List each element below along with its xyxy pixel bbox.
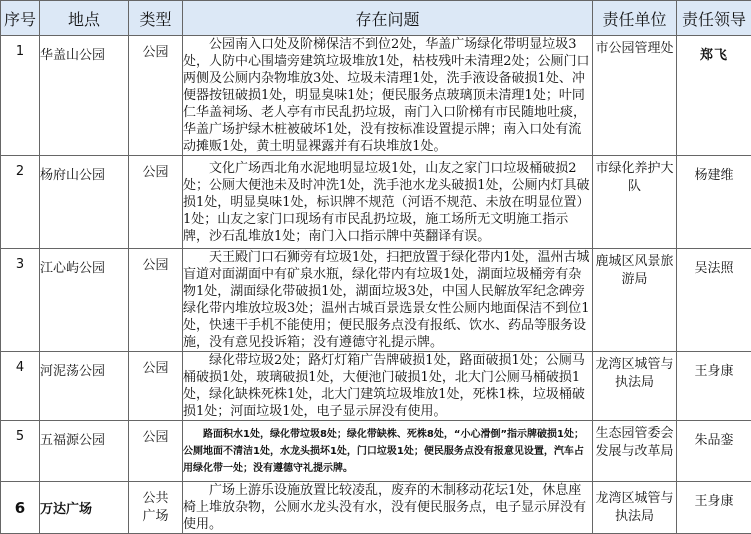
row-location: 万达广场: [40, 502, 92, 517]
row-issue: 天王殿门口石狮旁有垃圾1处，扫把放置于绿化带内1处，温州古城盲道对面湖面中有矿泉水瓶，绿化带内有垃圾1处，湖面垃圾桶旁有杂物1处，湖面绿化带破损1处，湖面垃圾3处，中国人民解放军纪念碑旁绿化带内堆放垃圾3处；温州古城百景选景女性公厕内地面保洁不到位1处，快速干手机不能使用；便民服务点没有报纸、饮水、药品等服务设施，没有意见投诉箱；没有遵德守礼提示牌。: [183, 249, 592, 351]
row-location: 杨府山公园: [40, 156, 128, 183]
header-no: 序号: [1, 1, 40, 36]
header-leader: 责任领导: [677, 1, 751, 36]
row-location: 华盖山公园: [40, 36, 128, 63]
row-leader: 郑飞: [677, 36, 751, 63]
row-issue: 文化广场西北角水泥地明显垃圾1处，山友之家门口垃圾桶破损2处；公厕大便池未及时冲洗1处，洗手池水龙头破损1处，公厕内灯具破损1处，明显臭味1处，标识牌不规范（河语不规范、未放在明显位置）1处；山友之家门口现场有市民乱扔垃圾，施工场所无文明施工指示牌，沙石乱堆放1处；南门入口指示牌中英翻译有误。: [183, 160, 592, 245]
header-location: 地点: [40, 1, 129, 36]
row-type: 公共广场: [141, 490, 170, 526]
row-leader: 吴法照: [677, 249, 751, 276]
row-type: 公园: [129, 352, 182, 378]
header-issue: 存在问题: [183, 1, 593, 36]
row-no: 4: [1, 352, 39, 375]
header-unit: 责任单位: [593, 1, 677, 36]
table-row: [1, 156, 751, 249]
row-issue: 广场上游乐设施放置比较凌乱，废弃的木制移动花坛1处，休息座椅上堆放杂物，公厕水龙头没有水，没有便民服务点，电子显示屏没有使用。: [183, 482, 592, 533]
row-unit: 市绿化养护大队: [593, 156, 676, 196]
row-leader: 王身康: [677, 482, 751, 509]
table-row: [1, 36, 751, 156]
row-no: 5: [1, 421, 39, 444]
header-type: 类型: [129, 1, 183, 36]
row-type: 公园: [129, 421, 182, 447]
row-type: 公园: [129, 156, 182, 182]
row-no: 1: [1, 36, 39, 59]
row-no: 6: [15, 499, 25, 517]
row-location: 河泥荡公园: [40, 352, 128, 379]
row-leader: 杨建维: [677, 156, 751, 183]
row-issue: 路面积水1处，绿化带垃圾8处；绿化带缺株、死株8处，“小心滑倒”指示牌破损1处；公厕地面不清洁1处，水龙头损坏1处，门口垃圾1处；便民服务点没有报意见设置，汽车占用绿化带一处；没有遵德守礼提示牌。: [183, 426, 592, 477]
row-unit: 市公园管理处: [593, 36, 676, 58]
row-no: 2: [1, 156, 39, 179]
row-unit: 龙湾区城管与执法局: [595, 491, 673, 524]
row-unit: 鹿城区风景旅游局: [593, 249, 676, 289]
row-leader: 王身康: [677, 352, 751, 379]
table-header: [1, 1, 751, 36]
row-no: 3: [1, 249, 39, 272]
row-location: 五福源公园: [40, 421, 128, 448]
row-type: 公园: [129, 36, 182, 62]
row-leader: 朱品銮: [677, 421, 751, 448]
row-issue: 绿化带垃圾2处；路灯灯箱广告牌破损1处，路面破损1处；公厕马桶破损1处，玻璃破损1处，大便池门破损1处，北大门公厕马桶破损1处，绿化缺株死株1处，北大门建筑垃圾堆放1处，死株1株，垃圾桶破损1处；河面垃圾1处，电子显示屏没有使用。: [183, 352, 592, 420]
row-type: 公园: [129, 249, 182, 275]
table-row: [1, 482, 751, 534]
row-issue: 公园南入口处及阶梯保洁不到位2处，华盖广场绿化带明显垃圾3处，人防中心围墙旁建筑垃圾堆放1处，枯枝残叶未清理2处；公厕门口两侧及公厕内杂物堆放3处、垃圾未清理1处，洗手液设备破损1处、冲便器按钮破损1处，明显臭味1处；便民服务点玻璃顶未清理1处；叶同仁华盖祠场、老人亭有市民乱扔垃圾，南门入口阶梯有市民随地吐痰，华盖广场护绿木桩被破坏1处，没有按标准设置提示牌；南入口处有流动摊贩1处，黄土明显裸露并有石块堆放1处。: [183, 36, 592, 155]
table-row: [1, 421, 751, 482]
row-location: 江心屿公园: [40, 249, 128, 276]
row-unit: 龙湾区城管与执法局: [593, 352, 676, 392]
table-row: [1, 249, 751, 352]
table-row: [1, 352, 751, 421]
row-unit: 生态园管委会发展与改革局: [593, 421, 676, 461]
